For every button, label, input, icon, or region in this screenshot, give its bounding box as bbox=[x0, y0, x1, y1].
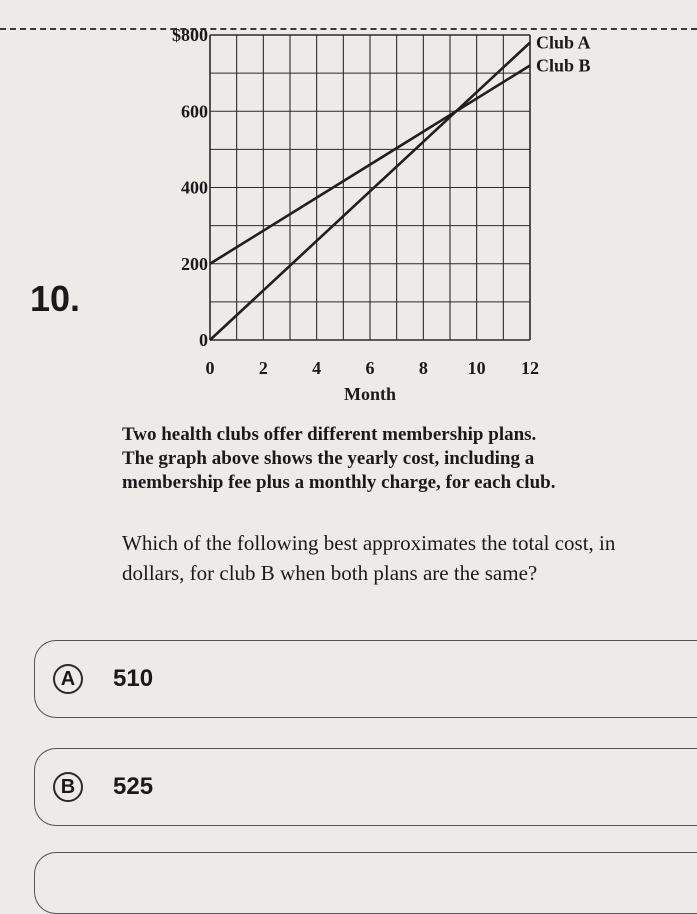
question-number: 10. bbox=[30, 278, 81, 319]
y-tick-label: 0 bbox=[199, 330, 208, 350]
choice-letter-badge: B bbox=[53, 772, 83, 802]
x-tick-label: 8 bbox=[418, 358, 428, 378]
y-tick-label: 400 bbox=[181, 177, 208, 198]
y-tick-label: 600 bbox=[181, 101, 208, 122]
series-label: Club B bbox=[536, 55, 591, 76]
x-axis-label: Month bbox=[343, 384, 397, 404]
x-tick-label: 4 bbox=[312, 358, 322, 378]
description-line: membership fee plus a monthly charge, for each club. bbox=[122, 472, 556, 493]
x-tick-label: 6 bbox=[365, 358, 375, 378]
choice-a[interactable] bbox=[34, 640, 697, 718]
x-tick-label: 0 bbox=[205, 358, 215, 378]
choice-value: 510 bbox=[113, 665, 154, 692]
question-text: Which of the following best approximates the total cost, in dollars, for club B when both plans are the same? bbox=[122, 531, 616, 585]
description-line: The graph above shows the yearly cost, including a bbox=[122, 448, 535, 469]
x-tick-label: 12 bbox=[521, 358, 539, 378]
chart-series bbox=[210, 33, 591, 340]
choice-letter-badge: A bbox=[53, 664, 83, 694]
choice-c-partial[interactable] bbox=[34, 852, 697, 914]
choice-value: 525 bbox=[113, 773, 154, 800]
x-tick-label: 10 bbox=[467, 358, 486, 378]
choice-b[interactable] bbox=[34, 748, 697, 826]
line-chart bbox=[0, 0, 697, 420]
chart-description bbox=[122, 423, 642, 495]
y-tick-label: $800 bbox=[172, 25, 208, 45]
y-tick-label: 200 bbox=[181, 253, 208, 274]
description-line: Two health clubs offer different membership plans. bbox=[122, 424, 537, 445]
x-tick-label: 2 bbox=[258, 358, 268, 378]
series-label: Club A bbox=[536, 32, 591, 53]
